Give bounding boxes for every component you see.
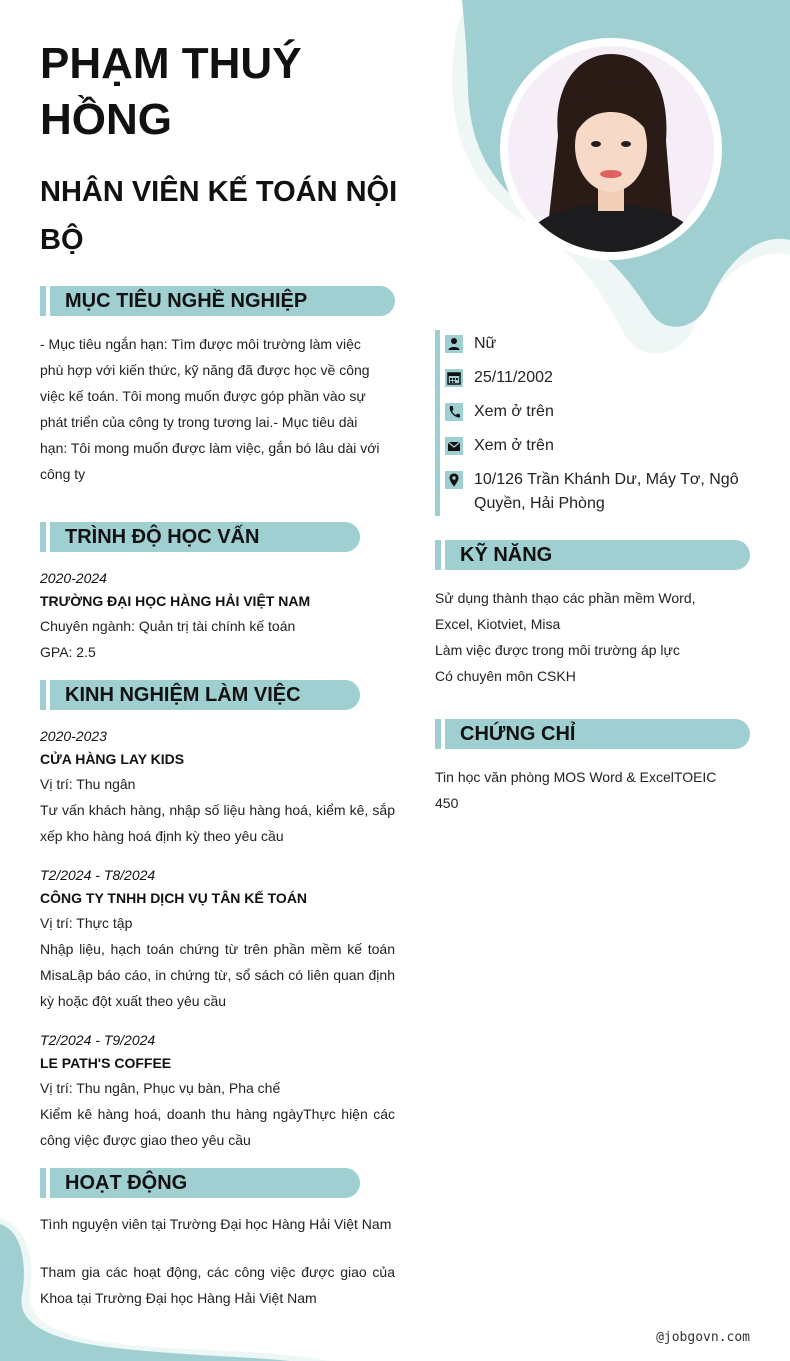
section-header-experience: KINH NGHIỆM LÀM VIỆC <box>40 680 360 710</box>
school-name: TRƯỜNG ĐẠI HỌC HÀNG HẢI VIỆT NAM <box>40 593 311 609</box>
experience-period: 2020-2023 <box>40 728 107 744</box>
experience-item <box>40 1029 395 1153</box>
experience-description: Tư vấn khách hàng, nhập số liệu hàng hoá, kiểm kê, sắp xếp kho hàng hoá định kỳ theo yêu cầu <box>40 802 395 844</box>
location-icon <box>445 471 463 489</box>
experience-description: Kiểm kê hàng hoá, doanh thu hàng ngàyThực hiện các công việc được giao theo yêu cầu <box>40 1106 395 1148</box>
activity-item: Tham gia các hoạt động, các công việc được giao của Khoa tại Trường Đại học Hàng Hải Việt Nam <box>40 1264 395 1306</box>
certificates-text: Tin học văn phòng MOS Word & ExcelTOEIC 450 <box>435 769 717 811</box>
skill-item: Làm việc được trong môi trường áp lực <box>435 642 680 658</box>
calendar-icon <box>445 369 463 387</box>
experience-company: CÔNG TY TNHH DỊCH VỤ TÂN KẾ TOÁN <box>40 890 308 906</box>
experience-period: T2/2024 - T8/2024 <box>40 867 156 883</box>
skills-list <box>435 585 735 689</box>
profile-photo <box>500 38 722 260</box>
section-header-skills: KỸ NĂNG <box>435 540 750 570</box>
experience-item <box>40 864 395 1014</box>
section-header-certificates: CHỨNG CHỈ <box>435 719 750 749</box>
experience-role: Vị trí: Thu ngân <box>40 776 136 792</box>
experience-description: Nhập liệu, hạch toán chứng từ trên phần mềm kế toán MisaLập báo cáo, in chứng từ, sổ sách có liên quan định kỳ hoặc đột xuất theo yêu cầu <box>40 941 395 1009</box>
email-icon <box>445 437 463 455</box>
experience-role: Vị trí: Thực tập <box>40 915 133 931</box>
contact-accent-bar <box>435 330 440 516</box>
phone-icon <box>445 403 463 421</box>
skill-item: Có chuyên môn CSKH <box>435 668 576 684</box>
section-header-education: TRÌNH ĐỘ HỌC VẤN <box>40 522 360 552</box>
education-period: 2020-2024 <box>40 570 107 586</box>
candidate-name: PHẠM THUÝ HỒNG <box>40 39 302 144</box>
experience-item <box>40 725 395 849</box>
section-header-objective: MỤC TIÊU NGHỀ NGHIỆP <box>40 286 395 316</box>
experience-company: CỬA HÀNG LAY KIDS <box>40 751 185 767</box>
activity-item: Tình nguyện viên tại Trường Đại học Hàng Hải Việt Nam <box>40 1216 392 1232</box>
education-major: Chuyên ngành: Quản trị tài chính kế toán <box>40 618 296 634</box>
experience-role: Vị trí: Thu ngân, Phục vụ bàn, Pha chế <box>40 1080 281 1096</box>
experience-period: T2/2024 - T9/2024 <box>40 1032 156 1048</box>
person-icon <box>445 335 463 353</box>
skill-item: Sử dụng thành thạo các phần mềm Word, Excel, Kiotviet, Misa <box>435 590 696 632</box>
experience-company: LE PATH'S COFFEE <box>40 1055 172 1071</box>
objective-text: - Mục tiêu ngắn hạn: Tìm được môi trường làm việc phù hợp với kiến thức, kỹ năng đã được học về công việc kế toán. Tôi mong muốn được góp phần vào sự phát triển của công ty trong tương lai.- Mục tiêu dài hạn: Tôi mong muốn được làm việc, gắn bó lâu dài với công ty <box>40 336 380 482</box>
education-entry <box>40 567 395 665</box>
footer-watermark: @jobgovn.com <box>656 1330 750 1345</box>
education-gpa: GPA: 2.5 <box>40 644 96 660</box>
job-title: NHÂN VIÊN KẾ TOÁN NỘI BỘ <box>40 176 398 256</box>
section-header-activities: HOẠT ĐỘNG <box>40 1168 360 1198</box>
